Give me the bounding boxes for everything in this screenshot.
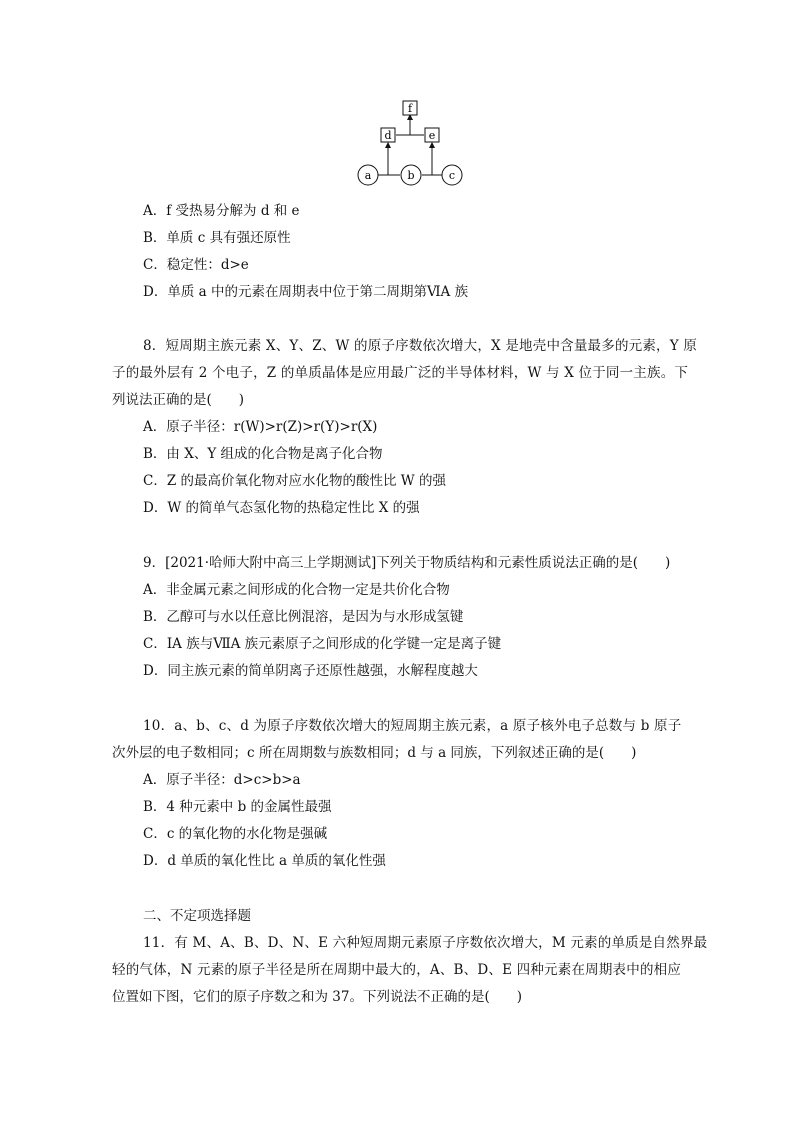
q10-stem-line-2: 次外层的电子数相同；c 所在周期数与族数相同；d 与 a 同族，下列叙述正确的是( ) xyxy=(112,745,637,761)
node-d-label: d xyxy=(384,129,392,142)
q9-option-a: A．非金属元素之间形成的化合物一定是共价化合物 xyxy=(143,582,450,598)
q11-stem-line-3: 位置如下图，它们的原子序数之和为 37。下列说法不正确的是( ) xyxy=(112,989,523,1005)
q10-option-a: A．原子半径：d>c>b>a xyxy=(143,772,301,788)
node-a-label: a xyxy=(364,169,372,182)
q7-option-a: A．f 受热易分解为 d 和 e xyxy=(143,203,300,219)
q10-stem-line-1: 10．a、b、c、d 为原子序数依次增大的短周期主族元素，a 原子核外电子总数与 b 原子 xyxy=(143,718,682,734)
q8-stem-line-1: 8．短周期主族元素 X、Y、Z、W 的原子序数依次增大，X 是地壳中含量最多的元素，Y 原 xyxy=(143,338,698,354)
q8-option-b: B．由 X、Y 组成的化合物是离子化合物 xyxy=(143,446,383,462)
q8-stem-line-3: 列说法正确的是( ) xyxy=(112,392,245,408)
q8-stem-line-2: 子的最外层有 2 个电子，Z 的单质晶体是应用最广泛的半导体材料，W 与 X 位于同一主族。下 xyxy=(112,365,689,381)
reaction-diagram xyxy=(350,96,470,191)
node-b-label: b xyxy=(407,169,415,182)
q8-option-d: D．W 的简单气态氢化物的热稳定性比 X 的强 xyxy=(143,500,420,516)
q11-stem-line-2: 轻的气体，N 元素的原子半径是所在周期中最大的，A、B、D、E 四种元素在周期表中的相应 xyxy=(112,962,682,978)
q11-stem-line-1: 11．有 M、A、B、D、N、E 六种短周期元素原子序数依次增大，M 元素的单质是自然界最 xyxy=(143,935,708,951)
q7-option-c: C．稳定性：d>e xyxy=(143,257,249,273)
q7-option-b: B．单质 c 具有强还原性 xyxy=(143,230,291,246)
q10-option-c: C．c 的氧化物的水化物是强碱 xyxy=(143,826,328,842)
node-f-label: f xyxy=(407,102,413,115)
node-e-label: e xyxy=(428,129,436,142)
q8-option-c: C．Z 的最高价氧化物对应水化物的酸性比 W 的强 xyxy=(143,473,446,489)
q8-option-a: A．原子半径：r(W)>r(Z)>r(Y)>r(X) xyxy=(143,419,378,435)
section-2-title: 二、不定项选择题 xyxy=(143,908,251,924)
node-c-label: c xyxy=(448,169,456,182)
q10-option-b: B．4 种元素中 b 的金属性最强 xyxy=(143,799,332,815)
q10-option-d: D．d 单质的氧化性比 a 单质的氧化性强 xyxy=(143,853,386,869)
q9-stem-line-1: 9．[2021·哈师大附中高三上学期测试]下列关于物质结构和元素性质说法正确的是( ) xyxy=(143,555,671,571)
diagram-svg xyxy=(350,96,470,191)
q9-option-d: D．同主族元素的简单阴离子还原性越强，水解程度越大 xyxy=(143,663,478,679)
q9-option-b: B．乙醇可与水以任意比例混溶，是因为与水形成氢键 xyxy=(143,609,464,625)
q7-option-d: D．单质 a 中的元素在周期表中位于第二周期第ⅥA 族 xyxy=(143,284,469,300)
q9-option-c: C．ⅠA 族与ⅦA 族元素原子之间形成的化学键一定是离子键 xyxy=(143,636,502,652)
